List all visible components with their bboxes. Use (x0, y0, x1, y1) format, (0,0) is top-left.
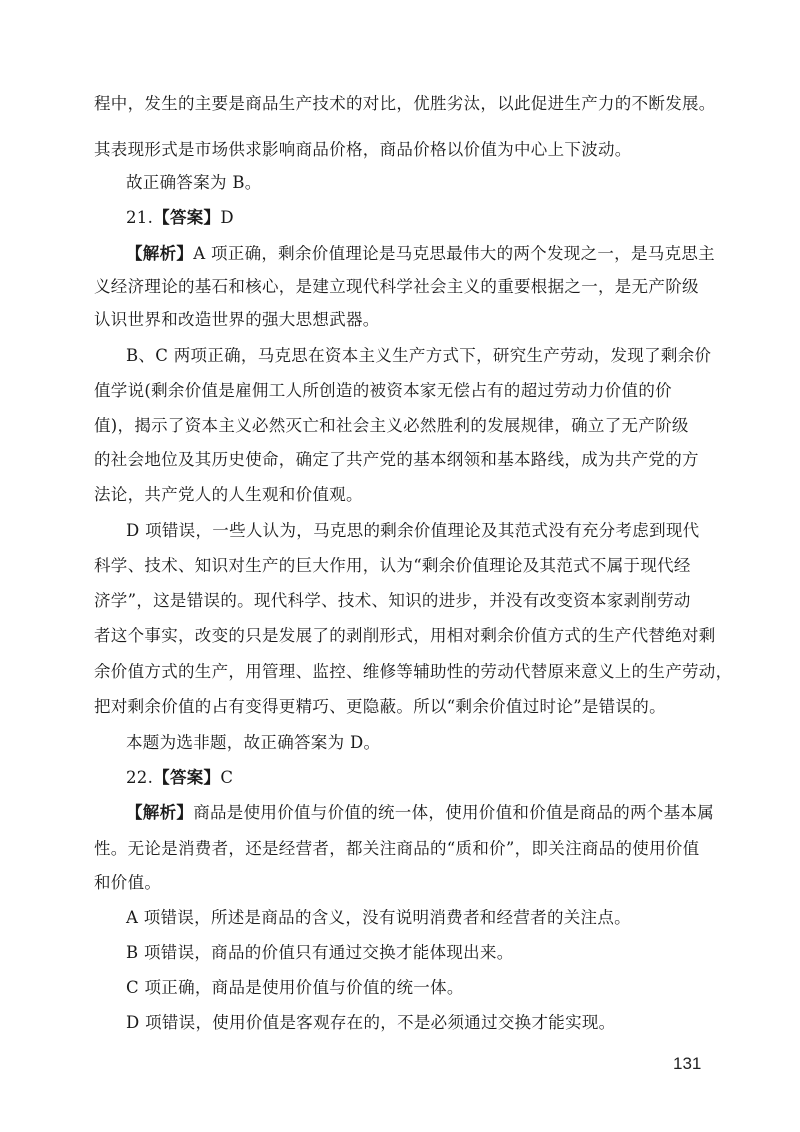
answer-value: D (220, 208, 234, 227)
question-21-header (126, 207, 234, 229)
text-line: 其表现形式是市场供求影响商品价格，商品价格以价值为中心上下波动。 (94, 140, 632, 159)
text-line: 者这个事实，改变的只是发展了的剥削形式，用相对剩余价值方式的生产代替绝对剩 (94, 626, 716, 645)
text-line: D 项错误，使用价值是客观存在的，不是必须通过交换才能实现。 (126, 1013, 616, 1032)
text-line: 法论，共产党人的人生观和价值观。 (94, 485, 363, 504)
text-line: 性。无论是消费者，还是经营者，都关注商品的“质和价”，即关注商品的使用价值 (94, 839, 700, 858)
text-line: 济学”，这是错误的。现代科学、技术、知识的进步，并没有改变资本家剥削劳动 (94, 591, 691, 610)
answer-tag: 【答案】 (153, 768, 221, 787)
page-number: 131 (673, 1054, 702, 1073)
text-line: 科学、技术、知识对生产的巨大作用，认为“剩余价值理论及其范式不属于现代经 (94, 556, 691, 575)
question-22-header (126, 767, 233, 789)
text-line: 义经济理论的基石和核心，是建立现代科学社会主义的重要根据之一，是无产阶级 (94, 277, 699, 296)
text-line: C 项正确，商品是使用价值与价值的统一体。 (126, 978, 464, 997)
text-span: A 项正确，剩余价值理论是马克思最伟大的两个发现之一，是马克思主 (193, 244, 715, 263)
text-line: D 项错误，一些人认为，马克思的剩余价值理论及其范式没有充分考虑到现代 (126, 521, 700, 540)
text-line: 和价值。 (94, 873, 162, 892)
question-number: 22. (126, 768, 154, 787)
text-line: 值学说(剩余价值是雇佣工人所创造的被资本家无偿占有的超过劳动力价值的价 (94, 381, 672, 400)
text-line: 值)，揭示了资本主义必然灭亡和社会主义必然胜利的发展规律，确立了无产阶级 (94, 416, 689, 435)
text-line: 本题为选非题，故正确答案为 D。 (126, 733, 381, 752)
text-line: B 项错误，商品的价值只有通过交换才能体现出来。 (126, 943, 514, 962)
answer-tag: 【答案】 (153, 208, 221, 227)
text-line: B、C 两项正确，马克思在资本主义生产方式下，研究生产劳动，发现了剩余价 (126, 346, 712, 365)
answer-value: C (220, 768, 234, 787)
question-number: 21. (126, 208, 154, 227)
analysis-tag: 【解析】 (126, 803, 194, 822)
text-line: 把对剩余价值的占有变得更精巧、更隐蔽。所以“剩余价值过时论”是错误的。 (94, 697, 666, 716)
text-line: 认识世界和改造世界的强大思想武器。 (94, 310, 380, 329)
text-line: 的社会地位及其历史使命，确定了共产党的基本纲领和基本路线，成为共产党的方 (94, 450, 699, 469)
text-line: A 项错误，所述是商品的含义，没有说明消费者和经营者的关注点。 (126, 908, 631, 927)
text-span: 商品是使用价值与价值的统一体，使用价值和价值是商品的两个基本属 (193, 803, 715, 822)
analysis-21-line (126, 243, 715, 265)
text-line: 余价值方式的生产，用管理、监控、维修等辅助性的劳动代替原来意义上的生产劳动， (94, 662, 733, 681)
text-line: 程中，发生的主要是商品生产技术的对比，优胜劣汰，以此促进生产力的不断发展。 (94, 94, 716, 113)
analysis-tag: 【解析】 (126, 244, 194, 263)
analysis-22-line (126, 802, 714, 824)
text-line: 故正确答案为 B。 (126, 173, 262, 192)
